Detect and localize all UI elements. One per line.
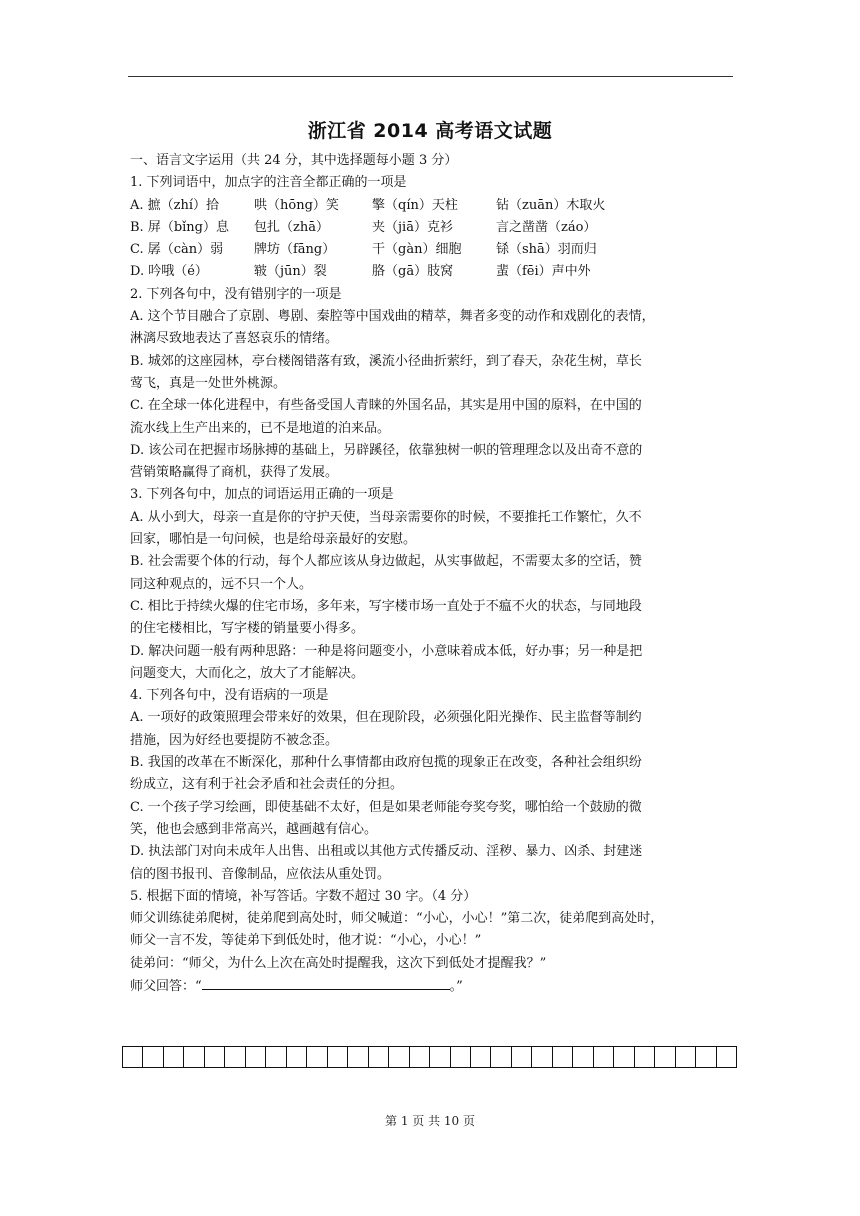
q2-option-line: 淋漓尽致地表达了喜怒哀乐的情绪。 — [130, 331, 339, 347]
q1-option-cell: 皲（jūn）裂 — [254, 264, 327, 280]
section-heading: 一、语言文字运用（共 24 分，其中选择题每小题 3 分） — [130, 153, 458, 168]
q4-options — [130, 707, 732, 885]
q4-stem: 4. 下列各句中，没有语病的一项是 — [130, 688, 329, 704]
q5-stem: 5. 根据下面的情境，补写答话。字数不超过 30 字。（4 分） — [130, 888, 477, 904]
q1-option-cell: 蜚（fēi）声中外 — [496, 264, 591, 280]
q1-option-cell: 哄（hōng）笑 — [254, 197, 339, 213]
answer-grid-cell[interactable] — [266, 1047, 286, 1067]
answer-grid-cell[interactable] — [471, 1047, 491, 1067]
q3-options — [130, 507, 732, 685]
answer-grid-cell[interactable] — [205, 1047, 225, 1067]
answer-grid[interactable] — [122, 1046, 737, 1068]
answer-grid-cell[interactable] — [451, 1047, 471, 1067]
q4-option-line: A. 一项好的政策照理会带来好的效果，但在现阶段，必须强化阳光操作、民主监督等制约 — [130, 710, 642, 726]
answer-grid-cell[interactable] — [328, 1047, 348, 1067]
answer-grid-cell[interactable] — [246, 1047, 266, 1067]
page-footer: 第 1 页 共 10 页 — [385, 1114, 475, 1128]
q1-option-cell: B. 屏（bǐng）息 — [130, 219, 229, 235]
q2-option-line: A. 这个节目融合了京剧、粤剧、秦腔等中国戏曲的精萃，舞者多变的动作和戏剧化的表情， — [130, 309, 655, 325]
answer-grid-cell[interactable] — [410, 1047, 430, 1067]
q1-option-cell: C. 孱（càn）弱 — [130, 242, 224, 258]
answer-grid-cell[interactable] — [389, 1047, 409, 1067]
answer-blank[interactable] — [202, 975, 450, 990]
answer-grid-cell[interactable] — [123, 1047, 143, 1067]
q2-option-line: B. 城郊的这座园林，亭台楼阁错落有致，溪流小径曲折萦纡，到了春天，杂花生树，草长 — [130, 353, 642, 369]
answer-grid-cell[interactable] — [225, 1047, 245, 1067]
answer-grid-cell[interactable] — [512, 1047, 532, 1067]
q1-option-cell: A. 摭（zhí）拾 — [130, 197, 220, 213]
q2-option-line: 流水线上生产出来的，已不是地道的泊来品。 — [130, 420, 391, 436]
answer-grid-cell[interactable] — [532, 1047, 552, 1067]
answer-grid-cell[interactable] — [717, 1047, 736, 1067]
header-rule — [128, 76, 733, 77]
answer-grid-cell[interactable] — [635, 1047, 655, 1067]
q5-scenario-line: 师父一言不发，等徒弟下到低处时，他才说：“小心，小心！” — [130, 933, 482, 949]
exam-content — [130, 150, 732, 998]
answer-grid-cell[interactable] — [594, 1047, 614, 1067]
answer-grid-cell[interactable] — [348, 1047, 368, 1067]
q3-option-line: D. 解决问题一般有两种思路：一种是将问题变小，小意味着成本低，好办事；另一种是把 — [130, 643, 643, 659]
q4-option-line: D. 执法部门对向未成年人出售、出租或以其他方式传播反动、淫秽、暴力、凶杀、封建迷 — [130, 844, 643, 860]
q4-option-line: 笑，他也会感到非常高兴，越画越有信心。 — [130, 821, 378, 837]
answer-grid-cell[interactable] — [614, 1047, 634, 1067]
q3-option-line: 回家，哪怕是一句问候，也是给母亲最好的安慰。 — [130, 532, 417, 548]
q3-option-line: 问题变大，大而化之，放大了才能解决。 — [130, 665, 365, 681]
q1-option-row — [130, 195, 732, 217]
q2-option-line: D. 该公司在把握市场脉搏的基础上，另辟蹊径，依靠独树一帜的管理理念以及出奇不意的 — [130, 442, 643, 458]
answer-suffix: 。” — [449, 978, 463, 994]
q4-option-line: B. 我国的改革在不断深化，那种什么事情都由政府包揽的现象正在改变，各种社会组织纷 — [130, 755, 642, 771]
q5-answer-line — [130, 975, 732, 998]
answer-grid-cell[interactable] — [164, 1047, 184, 1067]
q2-option-line: 营销策略赢得了商机，获得了发展。 — [130, 465, 339, 481]
q1-option-cell: 钻（zuān）木取火 — [496, 197, 606, 213]
q4-option-line: 措施，因为好经也要提防不被念歪。 — [130, 732, 339, 748]
q1-option-cell: 胳（gā）肢窝 — [372, 264, 454, 280]
q2-stem: 2. 下列各句中，没有错别字的一项是 — [130, 286, 342, 302]
q4-option-line: C. 一个孩子学习绘画，即使基础不太好，但是如果老师能夸奖夸奖，哪怕给一个鼓励的微 — [130, 799, 642, 815]
answer-grid-cell[interactable] — [430, 1047, 450, 1067]
q1-option-row — [130, 217, 732, 239]
q4-option-line: 纷成立，这有利于社会矛盾和社会责任的分担。 — [130, 777, 404, 793]
q3-option-line: 同这种观点的，远不只一个人。 — [130, 576, 313, 592]
q1-option-row — [130, 239, 732, 261]
q3-option-line: C. 相比于持续火爆的住宅市场，多年来，写字楼市场一直处于不瘟不火的状态，与同地段 — [130, 598, 642, 614]
q1-option-cell: 擎（qín）天柱 — [372, 197, 458, 213]
q3-stem: 3. 下列各句中，加点的词语运用正确的一项是 — [130, 487, 394, 503]
answer-grid-cell[interactable] — [184, 1047, 204, 1067]
answer-grid-cell[interactable] — [143, 1047, 163, 1067]
q1-option-cell: D. 吟哦（é） — [130, 264, 208, 280]
answer-prefix: 师父回答：“ — [130, 978, 202, 994]
q1-option-row — [130, 261, 732, 283]
answer-grid-cell[interactable] — [573, 1047, 593, 1067]
q3-option-line: B. 社会需要个体的行动，每个人都应该从身边做起，从实事做起，不需要太多的空话，赞 — [130, 554, 642, 570]
answer-grid-cell[interactable] — [655, 1047, 675, 1067]
q1-option-cell: 牌坊（fāng） — [254, 242, 336, 258]
q1-option-cell: 包扎（zhā） — [254, 219, 329, 235]
q1-option-cell: 干（gàn）细胞 — [372, 242, 462, 258]
page-title: 浙江省 2014 高考语文试题 — [307, 120, 553, 142]
q1-options — [130, 195, 732, 284]
q5-scenario — [130, 908, 732, 975]
answer-grid-cell[interactable] — [553, 1047, 573, 1067]
answer-grid-cell[interactable] — [491, 1047, 511, 1067]
q5-scenario-line: 师父训练徒弟爬树，徒弟爬到高处时，师父喊道：“小心，小心！”第二次，徒弟爬到高处时， — [130, 911, 664, 927]
q2-options — [130, 306, 732, 484]
answer-grid-cell[interactable] — [676, 1047, 696, 1067]
answer-grid-cell[interactable] — [287, 1047, 307, 1067]
q3-option-line: A. 从小到大，母亲一直是你的守护天使，当母亲需要你的时候，不要推托工作繁忙，久不 — [130, 509, 642, 525]
q1-option-cell: 夹（jiā）克衫 — [372, 219, 453, 235]
answer-grid-cell[interactable] — [307, 1047, 327, 1067]
q1-option-cell: 言之凿凿（záo） — [496, 219, 597, 235]
answer-grid-cell[interactable] — [696, 1047, 716, 1067]
q1-stem: 1. 下列词语中，加点字的注音全都正确的一项是 — [130, 175, 407, 191]
q4-option-line: 信的图书报刊、音像制品，应依法从重处罚。 — [130, 866, 391, 882]
q2-option-line: 莺飞，真是一处世外桃源。 — [130, 375, 287, 391]
q1-option-cell: 铩（shā）羽而归 — [496, 242, 597, 258]
q3-option-line: 的住宅楼相比，写字楼的销量要小得多。 — [130, 621, 365, 637]
q5-scenario-line: 徒弟问：“师父，为什么上次在高处时提醒我，这次下到低处才提醒我？” — [130, 955, 547, 971]
q2-option-line: C. 在全球一体化进程中，有些备受国人青睐的外国名品，其实是用中国的原料，在中国的 — [130, 398, 642, 414]
answer-grid-cell[interactable] — [369, 1047, 389, 1067]
